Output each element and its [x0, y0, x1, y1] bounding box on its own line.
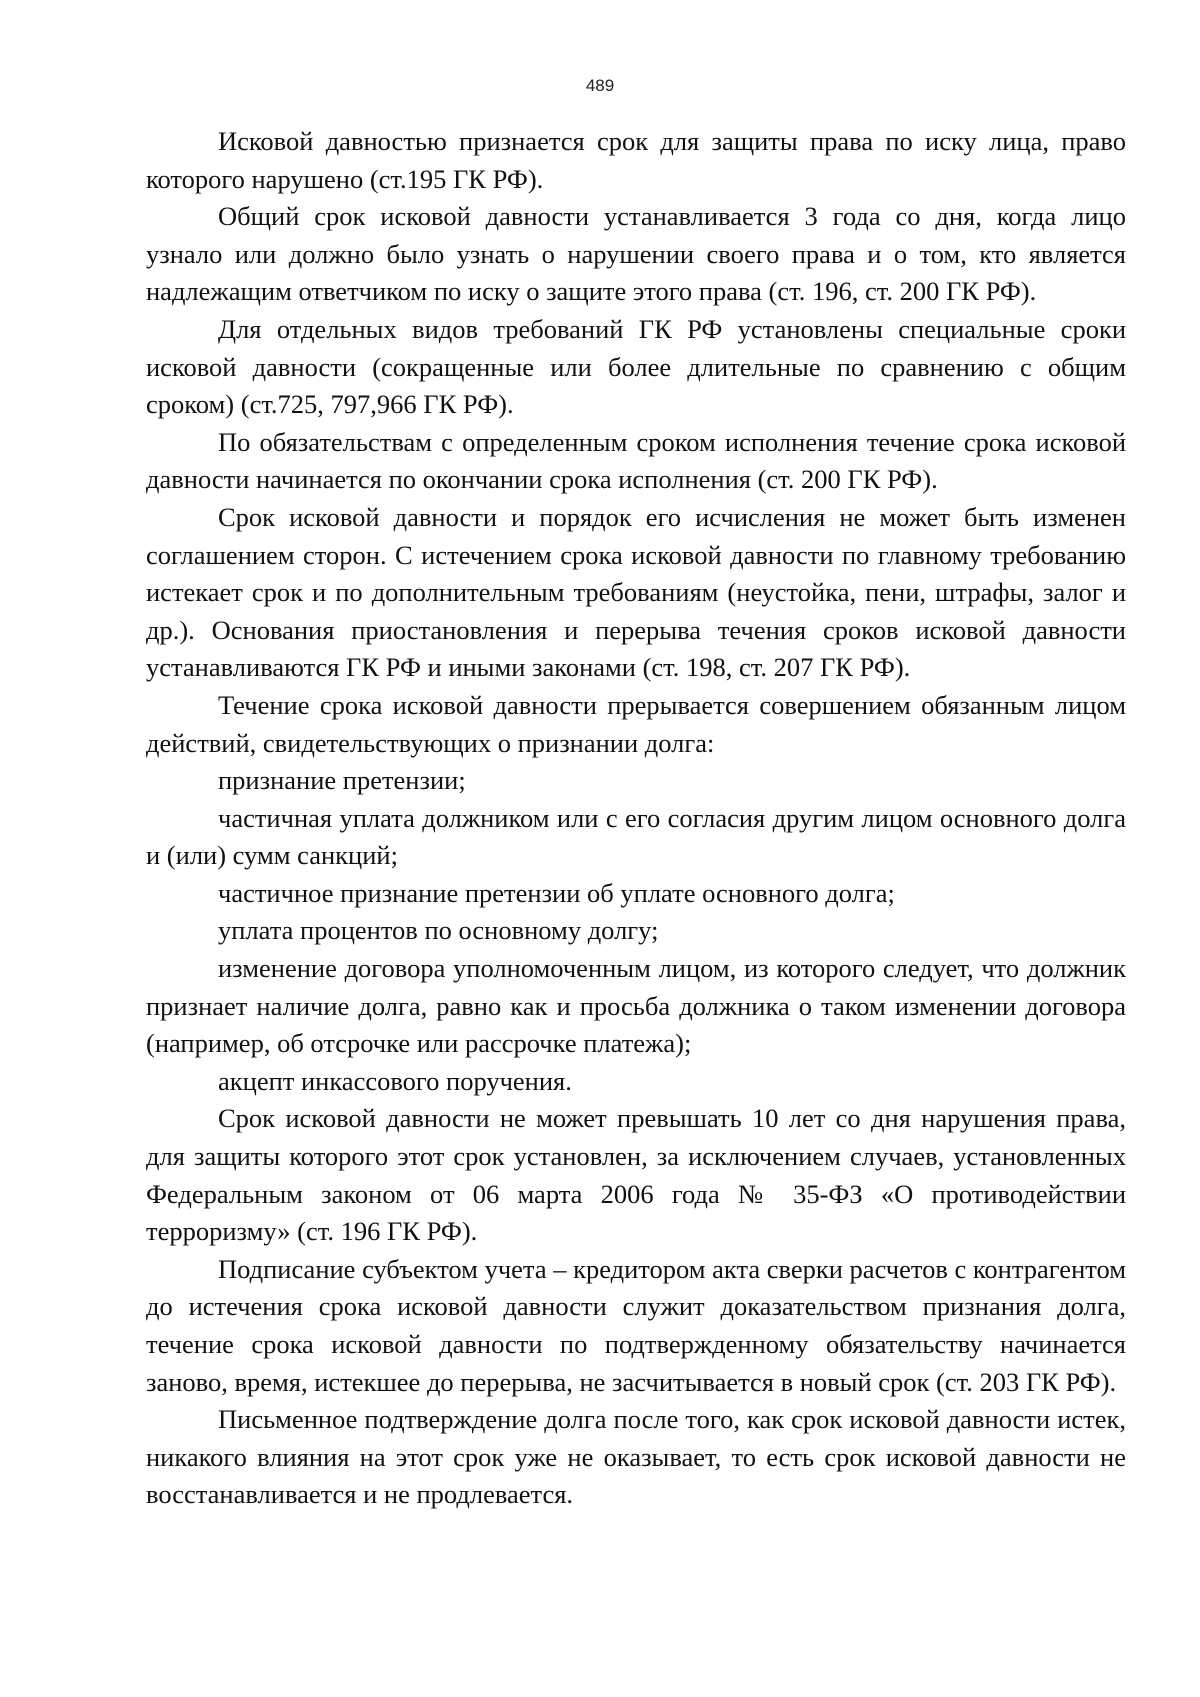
page-number: 489 — [585, 76, 615, 95]
list-item: изменение договора уполномоченным лицом, из которого следует, что должник признает наличие долга, равно как и просьба должника о таком изменении договора (например, об отсрочке или рассрочке платежа); — [146, 953, 1126, 1059]
paragraph: По обязательствам с определенным сроком исполнения течение срока исковой давности начинается по окончании срока исполнения (ст. 200 ГК РФ). — [146, 426, 1126, 495]
list-item: акцепт инкассового поручения. — [218, 1065, 572, 1096]
paragraph: Подписание субъектом учета – кредитором акта сверки расчетов с контрагентом до истечения срока исковой давности служит доказательством признания долга, течение срока исковой давности по подтвержденному обязательству начинается заново, время, истекшее до перерыва, не засчитывается в новый срок (ст. 203 ГК РФ). — [146, 1253, 1126, 1397]
list-item: частичное признание претензии об уплате основного долга; — [218, 877, 895, 908]
paragraph: Для отдельных видов требований ГК РФ установлены специальные сроки исковой давности (сокращенные или более длительные по сравнению с общим сроком) (ст.725, 797,966 ГК РФ). — [146, 313, 1126, 420]
list-item: признание претензии; — [218, 765, 466, 796]
list-item: частичная уплата должником или с его согласия другим лицом основного долга и (или) сумм санкций; — [146, 802, 1126, 871]
paragraph: Общий срок исковой давности устанавливается 3 года со дня, когда лицо узнало или должно было узнать о нарушении своего права и о том, кто является надлежащим ответчиком по иску о защите этого права (ст. 196, ст. 200 ГК РФ). — [146, 201, 1126, 307]
body-text — [146, 123, 1126, 1514]
paragraph: Течение срока исковой давности прерывается совершением обязанным лицом действий, свидетельствующих о признании долга: — [146, 689, 1126, 758]
paragraph: Письменное подтверждение долга после того, как срок исковой давности истек, никакого влияния на этот срок уже не оказывает, то есть срок исковой давности не восстанавливается и не продлевается. — [146, 1404, 1126, 1510]
paragraph: Срок исковой давности не может превышать 10 лет со дня нарушения права, для защиты которого этот срок установлен, за исключением случаев, установленных Федеральным законом от 06 марта 2006 года № 35-ФЗ «О противодействии терроризму» (ст. 196 ГК РФ). — [146, 1103, 1126, 1247]
paragraph: Срок исковой давности и порядок его исчисления не может быть изменен соглашением сторон. С истечением срока исковой давности по главному требованию истекает срок и по дополнительным требованиям (неустойка, пени, штрафы, залог и др.). Основания приостановления и перерыва течения сроков исковой давности устанавливаются ГК РФ и иными законами (ст. 198, ст. 207 ГК РФ). — [146, 501, 1126, 683]
list-item: уплата процентов по основному долгу; — [218, 915, 659, 946]
paragraph: Исковой давностью признается срок для защиты права по иску лица, право которого нарушено (ст.195 ГК РФ). — [146, 126, 1126, 194]
